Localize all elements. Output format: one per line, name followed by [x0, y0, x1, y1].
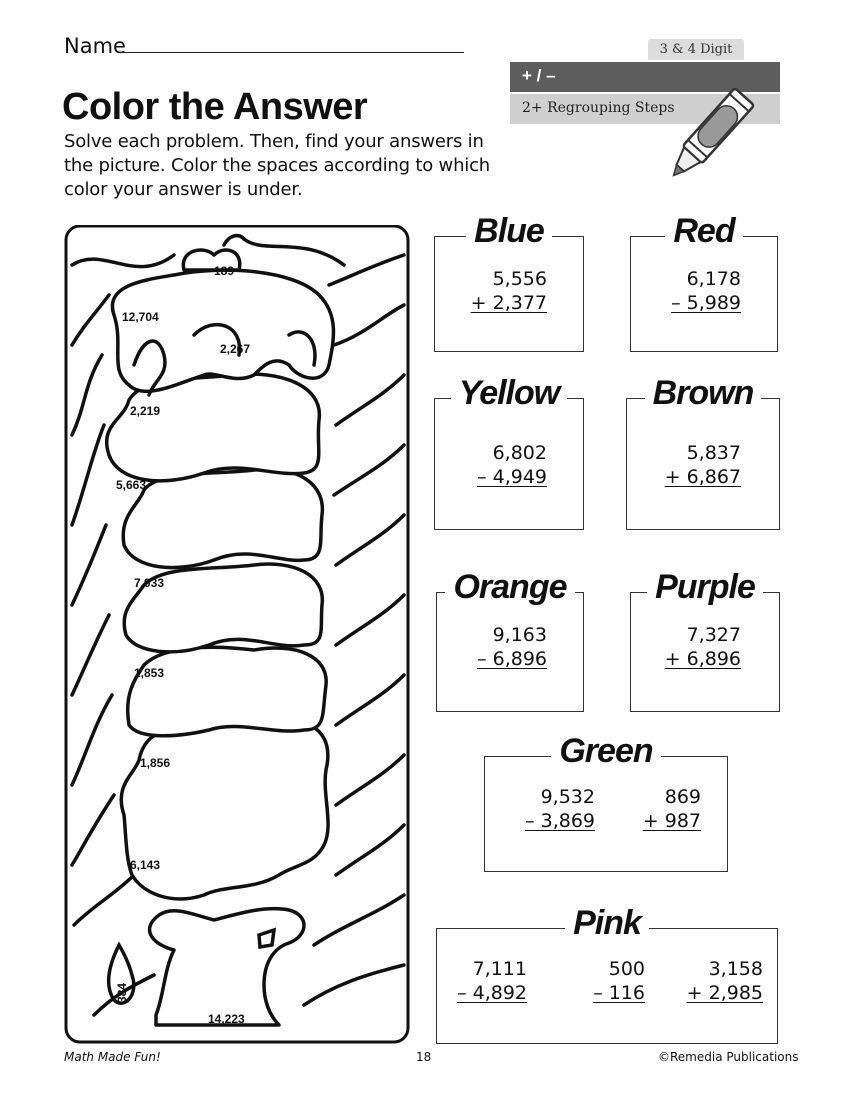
operation-label: + / – — [522, 66, 556, 85]
problem-bottom: + 6,896 — [664, 648, 741, 670]
problem-bottom: – 3,869 — [525, 810, 595, 832]
color-name: Green — [551, 732, 660, 770]
problem-top: 9,532 — [540, 786, 595, 808]
map-number: 12,704 — [122, 310, 159, 324]
color-name: Pink — [565, 904, 649, 942]
map-number: 1,856 — [140, 756, 171, 770]
problem — [687, 957, 763, 1005]
problem-top: 6,178 — [686, 268, 741, 290]
problem — [643, 785, 701, 833]
color-box-orange — [436, 568, 584, 712]
problem-top: 5,837 — [686, 442, 741, 464]
steps-label: 2+ Regrouping Steps — [522, 100, 675, 116]
map-number: 14,223 — [208, 1012, 245, 1026]
color-name: Blue — [466, 212, 552, 250]
color-box-brown — [626, 374, 780, 530]
color-box-pink — [436, 904, 778, 1044]
map-number: 2,267 — [220, 342, 251, 356]
crayon-icon — [650, 58, 780, 198]
color-box-yellow — [434, 374, 584, 530]
color-name: Brown — [645, 374, 762, 412]
footer-publisher: ©Remedia Publications — [658, 1050, 799, 1064]
map-number: 384 — [115, 982, 129, 1003]
digits-tag: 3 & 4 Digit — [648, 39, 744, 60]
problem — [671, 267, 741, 315]
problem-bottom: + 6,867 — [664, 466, 741, 488]
problem-bottom: + 987 — [642, 810, 701, 832]
problem-top: 6,802 — [492, 442, 547, 464]
map-number: 1,853 — [134, 666, 165, 680]
color-box-purple — [630, 568, 780, 712]
sundae-picture — [64, 225, 410, 1045]
problem-bottom: + 2,985 — [686, 982, 763, 1004]
problem — [665, 441, 741, 489]
map-number: 189 — [214, 264, 235, 278]
problem-bottom: + 2,377 — [470, 292, 547, 314]
color-box-blue — [434, 212, 584, 352]
problem-bottom: – 6,896 — [477, 648, 547, 670]
problem — [477, 623, 547, 671]
problem-top: 9,163 — [492, 624, 547, 646]
color-name: Purple — [647, 568, 763, 606]
problem-top: 3,158 — [708, 958, 763, 980]
problem-bottom: – 4,949 — [477, 466, 547, 488]
instructions: Solve each problem. Then, find your answers in the picture. Color the spaces according to which color your answer is under. — [64, 131, 490, 200]
problem — [525, 785, 595, 833]
problem-bottom: – 5,989 — [671, 292, 741, 314]
map-number: 5,663 — [116, 478, 147, 492]
problem-top: 7,111 — [472, 958, 527, 980]
problem-top: 869 — [664, 786, 701, 808]
map-number: 6,143 — [130, 858, 161, 872]
map-number: 7,933 — [134, 576, 165, 590]
color-box-green — [484, 732, 728, 872]
footer-book: Math Made Fun! — [64, 1050, 161, 1064]
color-name: Yellow — [451, 374, 567, 412]
problem-bottom: – 4,892 — [457, 982, 527, 1004]
problem — [471, 267, 547, 315]
problem — [457, 957, 527, 1005]
color-name: Red — [665, 212, 742, 250]
problem-top: 7,327 — [686, 624, 741, 646]
name-line — [120, 52, 464, 53]
problem-bottom: – 116 — [593, 982, 645, 1004]
problem-top: 500 — [608, 958, 645, 980]
color-name: Orange — [445, 568, 574, 606]
footer-page-number: 18 — [416, 1050, 432, 1064]
problem — [477, 441, 547, 489]
problem — [665, 623, 741, 671]
problem-top: 5,556 — [492, 268, 547, 290]
color-box-red — [630, 212, 778, 352]
problem — [593, 957, 645, 1005]
page-title: Color the Answer — [62, 86, 368, 128]
map-number: 2,219 — [130, 404, 161, 418]
name-label: Name — [64, 34, 126, 58]
